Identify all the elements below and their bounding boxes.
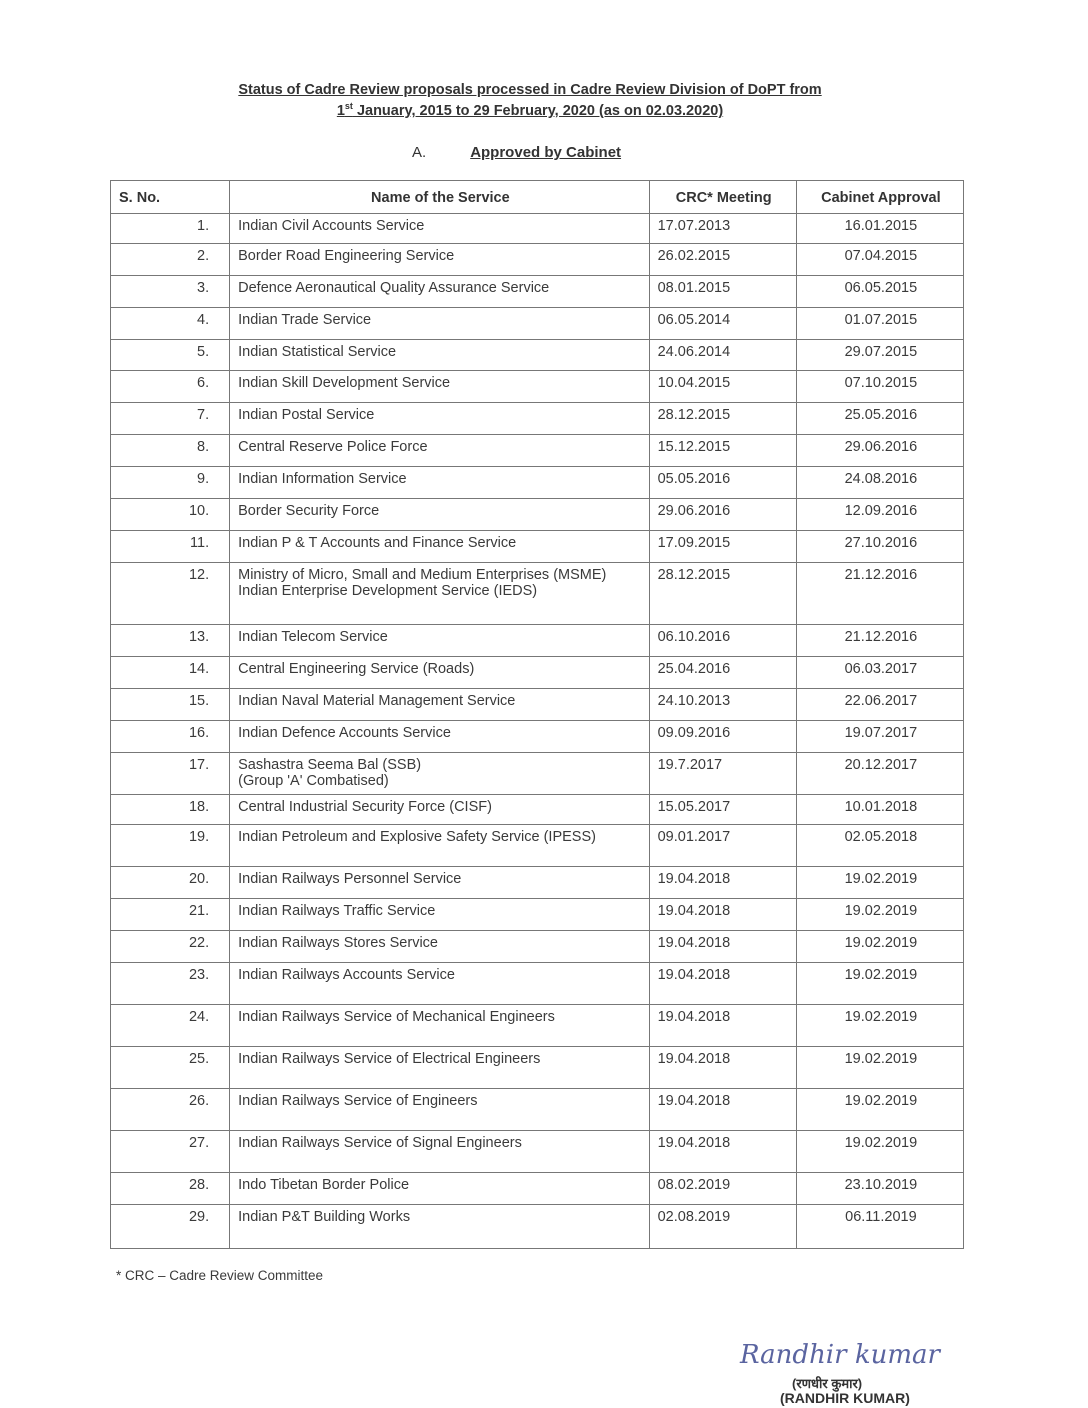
date-range: January, 2015 to 29 February, 2020 (as on 02.03.2020)	[352, 102, 724, 119]
crc-meeting-date: 24.10.2013	[649, 689, 796, 721]
row-sno: 2.	[111, 244, 230, 276]
row-sno: 18.	[111, 795, 230, 825]
row-sno: 5.	[111, 340, 230, 371]
service-name: Indian Postal Service	[230, 403, 649, 435]
crc-meeting-date: 19.04.2018	[649, 1005, 796, 1047]
service-name: Indian Railways Traffic Service	[230, 899, 649, 931]
signature: Randhir kumar	[740, 1340, 940, 1370]
table-row	[111, 1131, 964, 1173]
table-row	[111, 825, 964, 867]
table-row	[111, 467, 964, 499]
crc-meeting-date: 24.06.2014	[649, 340, 796, 371]
header-cabinet: Cabinet Approval	[796, 181, 963, 214]
crc-meeting-date: 09.01.2017	[649, 825, 796, 867]
section-letter: A.	[412, 144, 427, 161]
row-sno: 7.	[111, 403, 230, 435]
cabinet-approval-date: 21.12.2016	[796, 563, 963, 625]
service-name: Indian P & T Accounts and Finance Service	[230, 531, 649, 563]
cabinet-approval-date: 06.05.2015	[796, 276, 963, 308]
header-service: Name of the Service	[230, 181, 649, 214]
service-name: Indian Petroleum and Explosive Safety Service (IPESS)	[230, 825, 649, 867]
service-name: Indian Information Service	[230, 467, 649, 499]
header-sno: S. No.	[111, 181, 230, 214]
service-name: Indian Railways Service of Signal Engineers	[230, 1131, 649, 1173]
service-name: Border Security Force	[230, 499, 649, 531]
table-row	[111, 1173, 964, 1205]
cabinet-approval-date: 02.05.2018	[796, 825, 963, 867]
crc-meeting-date: 26.02.2015	[649, 244, 796, 276]
cabinet-approval-date: 12.09.2016	[796, 499, 963, 531]
cabinet-approval-date: 20.12.2017	[796, 753, 963, 795]
row-sno: 1.	[111, 214, 230, 244]
row-sno: 22.	[111, 931, 230, 963]
crc-meeting-date: 19.7.2017	[649, 753, 796, 795]
row-sno: 23.	[111, 963, 230, 1005]
crc-meeting-date: 10.04.2015	[649, 371, 796, 403]
row-sno: 3.	[111, 276, 230, 308]
row-sno: 24.	[111, 1005, 230, 1047]
table-row	[111, 276, 964, 308]
crc-meeting-date: 06.05.2014	[649, 308, 796, 340]
row-sno: 26.	[111, 1089, 230, 1131]
crc-meeting-date: 15.12.2015	[649, 435, 796, 467]
service-name: Indian Railways Personnel Service	[230, 867, 649, 899]
table-row	[111, 795, 964, 825]
table-row	[111, 214, 964, 244]
service-name: Central Industrial Security Force (CISF)	[230, 795, 649, 825]
row-sno: 6.	[111, 371, 230, 403]
service-name: Indian Telecom Service	[230, 625, 649, 657]
row-sno: 8.	[111, 435, 230, 467]
table-row	[111, 435, 964, 467]
cabinet-approval-date: 19.02.2019	[796, 963, 963, 1005]
cabinet-approval-date: 07.04.2015	[796, 244, 963, 276]
row-sno: 11.	[111, 531, 230, 563]
crc-meeting-date: 28.12.2015	[649, 563, 796, 625]
cabinet-approval-date: 07.10.2015	[796, 371, 963, 403]
crc-meeting-date: 19.04.2018	[649, 1047, 796, 1089]
cabinet-approval-date: 19.02.2019	[796, 931, 963, 963]
table-row	[111, 657, 964, 689]
cabinet-approval-date: 19.02.2019	[796, 1005, 963, 1047]
crc-meeting-date: 19.04.2018	[649, 963, 796, 1005]
service-name: Indian Civil Accounts Service	[230, 214, 649, 244]
header-crc: CRC* Meeting	[649, 181, 796, 214]
cabinet-approval-date: 25.05.2016	[796, 403, 963, 435]
cabinet-approval-date: 22.06.2017	[796, 689, 963, 721]
service-name: Central Reserve Police Force	[230, 435, 649, 467]
cabinet-approval-date: 19.02.2019	[796, 1131, 963, 1173]
cabinet-approval-date: 19.02.2019	[796, 899, 963, 931]
crc-meeting-date: 08.02.2019	[649, 1173, 796, 1205]
crc-meeting-date: 19.04.2018	[649, 1089, 796, 1131]
crc-meeting-date: 29.06.2016	[649, 499, 796, 531]
crc-meeting-date: 09.09.2016	[649, 721, 796, 753]
service-name: Indian Railways Accounts Service	[230, 963, 649, 1005]
service-name: Indo Tibetan Border Police	[230, 1173, 649, 1205]
section-heading	[412, 144, 621, 161]
service-name: Indian Statistical Service	[230, 340, 649, 371]
row-sno: 29.	[111, 1205, 230, 1249]
footnote: * CRC – Cadre Review Committee	[116, 1268, 324, 1283]
row-sno: 9.	[111, 467, 230, 499]
table-row	[111, 689, 964, 721]
table-row	[111, 721, 964, 753]
row-sno: 14.	[111, 657, 230, 689]
table-row	[111, 308, 964, 340]
signatory-name: (RANDHIR KUMAR)	[780, 1390, 910, 1406]
crc-meeting-date: 06.10.2016	[649, 625, 796, 657]
table-row	[111, 899, 964, 931]
service-name: Defence Aeronautical Quality Assurance Service	[230, 276, 649, 308]
document-title: Status of Cadre Review proposals processed in Cadre Review Division of DoPT from	[238, 82, 822, 98]
table-row	[111, 499, 964, 531]
service-name: Ministry of Micro, Small and Medium Enterprises (MSME) Indian Enterprise Development Service (IEDS)	[230, 563, 649, 625]
cabinet-approval-date: 19.02.2019	[796, 1047, 963, 1089]
cabinet-approval-date: 27.10.2016	[796, 531, 963, 563]
service-name: Central Engineering Service (Roads)	[230, 657, 649, 689]
service-name: Indian Skill Development Service	[230, 371, 649, 403]
cabinet-approval-date: 16.01.2015	[796, 214, 963, 244]
cabinet-approval-date: 10.01.2018	[796, 795, 963, 825]
row-sno: 21.	[111, 899, 230, 931]
table-row	[111, 563, 964, 625]
cabinet-approval-date: 29.06.2016	[796, 435, 963, 467]
service-name: Indian Defence Accounts Service	[230, 721, 649, 753]
table-row	[111, 371, 964, 403]
cabinet-approval-date: 01.07.2015	[796, 308, 963, 340]
ordinal-suffix: st	[344, 101, 353, 111]
row-sno: 13.	[111, 625, 230, 657]
service-name: Indian Railways Service of Engineers	[230, 1089, 649, 1131]
crc-meeting-date: 05.05.2016	[649, 467, 796, 499]
crc-meeting-date: 19.04.2018	[649, 931, 796, 963]
table-row	[111, 1005, 964, 1047]
table-row	[111, 931, 964, 963]
crc-meeting-date: 19.04.2018	[649, 899, 796, 931]
row-sno: 16.	[111, 721, 230, 753]
service-name: Indian P&T Building Works	[230, 1205, 649, 1249]
row-sno: 15.	[111, 689, 230, 721]
crc-meeting-date: 08.01.2015	[649, 276, 796, 308]
crc-meeting-date: 17.09.2015	[649, 531, 796, 563]
table-row	[111, 340, 964, 371]
table-row	[111, 244, 964, 276]
table-row	[111, 753, 964, 795]
cabinet-approval-date: 06.11.2019	[796, 1205, 963, 1249]
service-name: Indian Naval Material Management Service	[230, 689, 649, 721]
crc-meeting-date: 02.08.2019	[649, 1205, 796, 1249]
crc-meeting-date: 19.04.2018	[649, 867, 796, 899]
cabinet-approval-date: 19.07.2017	[796, 721, 963, 753]
table-row	[111, 403, 964, 435]
table-row	[111, 867, 964, 899]
crc-meeting-date: 17.07.2013	[649, 214, 796, 244]
table-header-row	[111, 181, 964, 214]
table-row	[111, 1089, 964, 1131]
row-sno: 19.	[111, 825, 230, 867]
cabinet-approval-date: 23.10.2019	[796, 1173, 963, 1205]
row-sno: 10.	[111, 499, 230, 531]
cabinet-approval-date: 19.02.2019	[796, 1089, 963, 1131]
crc-meeting-date: 15.05.2017	[649, 795, 796, 825]
table-row	[111, 1047, 964, 1089]
row-sno: 17.	[111, 753, 230, 795]
cabinet-approval-date: 24.08.2016	[796, 467, 963, 499]
service-name: Indian Trade Service	[230, 308, 649, 340]
cabinet-approval-date: 21.12.2016	[796, 625, 963, 657]
row-sno: 25.	[111, 1047, 230, 1089]
service-name: Border Road Engineering Service	[230, 244, 649, 276]
row-sno: 4.	[111, 308, 230, 340]
cadre-review-table	[110, 180, 964, 1249]
document-subtitle	[0, 101, 1060, 119]
cabinet-approval-date: 06.03.2017	[796, 657, 963, 689]
service-name: Indian Railways Stores Service	[230, 931, 649, 963]
cabinet-approval-date: 19.02.2019	[796, 867, 963, 899]
row-sno: 28.	[111, 1173, 230, 1205]
table-row	[111, 531, 964, 563]
row-sno: 12.	[111, 563, 230, 625]
section-label: Approved by Cabinet	[470, 144, 622, 161]
crc-meeting-date: 28.12.2015	[649, 403, 796, 435]
row-sno: 20.	[111, 867, 230, 899]
signatory-hindi: (रणधीर कुमार)	[792, 1376, 863, 1391]
table-row	[111, 1205, 964, 1249]
table-row	[111, 963, 964, 1005]
service-name: Indian Railways Service of Electrical Engineers	[230, 1047, 649, 1089]
cabinet-approval-date: 29.07.2015	[796, 340, 963, 371]
table-row	[111, 625, 964, 657]
service-name: Indian Railways Service of Mechanical Engineers	[230, 1005, 649, 1047]
service-name: Sashastra Seema Bal (SSB) (Group 'A' Combatised)	[230, 753, 649, 795]
crc-meeting-date: 19.04.2018	[649, 1131, 796, 1173]
row-sno: 27.	[111, 1131, 230, 1173]
crc-meeting-date: 25.04.2016	[649, 657, 796, 689]
ordinal-number: 1	[336, 102, 345, 119]
